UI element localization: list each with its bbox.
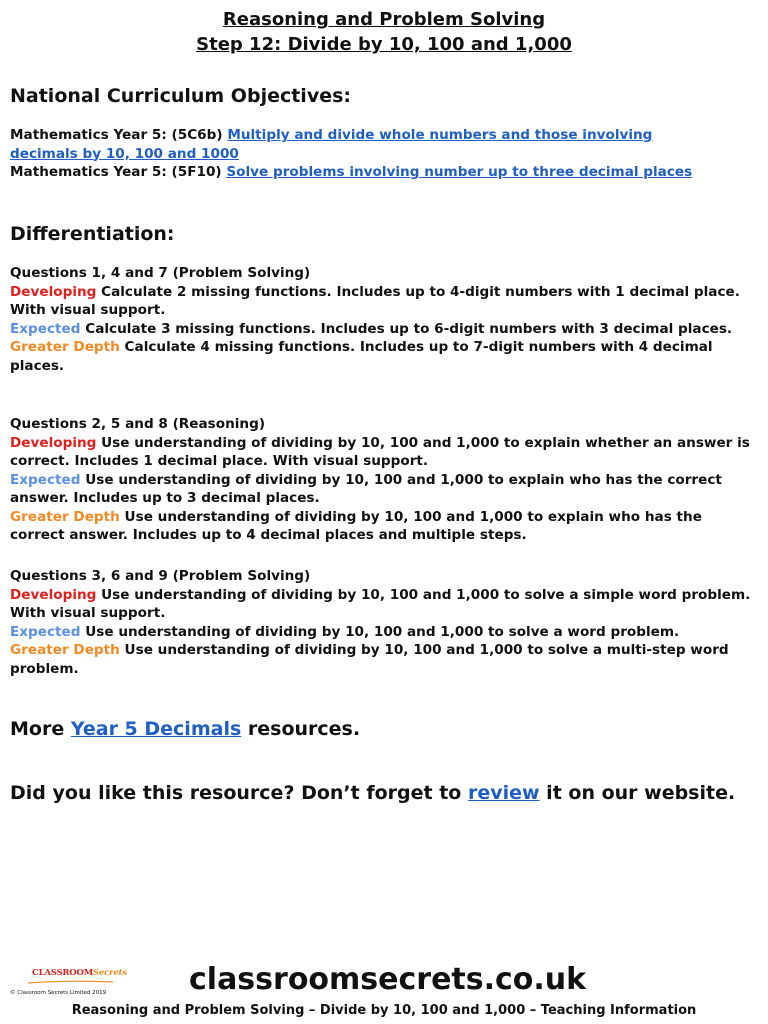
copyright-text: © Classroom Secrets Limited 2019 <box>10 990 107 996</box>
expected-label: Expected <box>10 320 81 337</box>
group-2-title: Questions 2, 5 and 8 (Reasoning) <box>10 416 266 432</box>
expected-text: Calculate 3 missing functions. Includes up to 6-digit numbers with 3 decimal places. <box>80 320 733 337</box>
objective-1 <box>10 126 755 163</box>
developing-label: Developing <box>10 283 97 300</box>
logo-word-2: Secrets <box>92 968 127 978</box>
developing-label: Developing <box>10 586 97 603</box>
title-line-2: Step 12: Divide by 10, 100 and 1,000 <box>196 34 572 55</box>
year5-decimals-link[interactable]: Year 5 Decimals <box>70 718 242 740</box>
logo-swish-icon <box>28 980 113 984</box>
expected-text: Use understanding of dividing by 10, 100 and 1,000 to explain who has the correct answer. Includes up to 3 decimal places. <box>10 471 722 506</box>
review-before: Did you like this resource? Don’t forget to <box>10 782 468 804</box>
review-after: it on our website. <box>539 782 736 804</box>
group-3-title: Questions 3, 6 and 9 (Problem Solving) <box>10 568 311 584</box>
group-2-developing <box>10 434 755 471</box>
group-3 <box>10 567 755 678</box>
greater-depth-text: Use understanding of dividing by 10, 100 and 1,000 to solve a multi-step word problem. <box>10 642 729 677</box>
footer-text: Reasoning and Problem Solving – Divide by 10, 100 and 1,000 – Teaching Information <box>71 1003 697 1018</box>
objective-1-link-cont[interactable]: decimals by 10, 100 and 1000 <box>10 145 239 162</box>
developing-text: Use understanding of dividing by 10, 100 and 1,000 to solve a simple word problem. With visual support. <box>10 586 751 621</box>
objectives-heading: National Curriculum Objectives: <box>10 85 351 107</box>
greater-depth-text: Use understanding of dividing by 10, 100 and 1,000 to explain who has the correct answer. Includes up to 4 decimal places and multiple steps. <box>10 508 702 543</box>
title-line-1: Reasoning and Problem Solving <box>222 9 546 30</box>
greater-depth-text: Calculate 4 missing functions. Includes up to 7-digit numbers with 4 decimal places. <box>10 339 713 374</box>
more-resources-line <box>10 718 360 740</box>
logo-wordmark <box>32 968 127 978</box>
objective-2-link[interactable]: Solve problems involving number up to three decimal places <box>226 164 693 180</box>
objective-2 <box>10 163 755 182</box>
objective-2-prefix: Mathematics Year 5: (5F10) <box>10 164 227 180</box>
objective-1-link[interactable]: Multiply and divide whole numbers and those involving <box>227 127 653 143</box>
group-2 <box>10 415 755 545</box>
objective-1-prefix: Mathematics Year 5: (5C6b) <box>10 127 228 143</box>
review-link[interactable]: review <box>467 782 540 804</box>
expected-text: Use understanding of dividing by 10, 100 and 1,000 to solve a word problem. <box>80 623 680 640</box>
greater-depth-label: Greater Depth <box>10 339 120 355</box>
group-3-expected <box>10 623 755 642</box>
expected-label: Expected <box>10 471 81 488</box>
more-before: More <box>10 718 71 740</box>
review-line <box>10 782 735 804</box>
developing-label: Developing <box>10 434 97 451</box>
site-url: classroomsecrets.co.uk <box>189 962 587 997</box>
group-1-expected <box>10 320 755 339</box>
group-1-greater-depth <box>10 338 755 375</box>
greater-depth-label: Greater Depth <box>10 508 120 525</box>
group-1-title: Questions 1, 4 and 7 (Problem Solving) <box>10 265 311 281</box>
developing-text: Calculate 2 missing functions. Includes up to 4-digit numbers with 1 decimal place. With visual support. <box>10 283 740 318</box>
developing-text: Use understanding of dividing by 10, 100 and 1,000 to explain whether an answer is correct. Includes 1 decimal place. With visual support. <box>10 434 750 469</box>
group-3-developing <box>10 586 755 623</box>
group-2-expected <box>10 471 755 508</box>
group-1-developing <box>10 283 755 320</box>
logo-word-1: CLASSROOM <box>32 968 93 978</box>
more-after: resources. <box>241 718 361 740</box>
greater-depth-label: Greater Depth <box>10 642 120 658</box>
expected-label: Expected <box>10 623 81 640</box>
group-3-greater-depth <box>10 641 755 678</box>
group-2-greater-depth <box>10 508 755 545</box>
differentiation-heading: Differentiation: <box>10 223 175 245</box>
classroom-secrets-logo <box>10 968 125 1000</box>
group-1 <box>10 264 755 375</box>
